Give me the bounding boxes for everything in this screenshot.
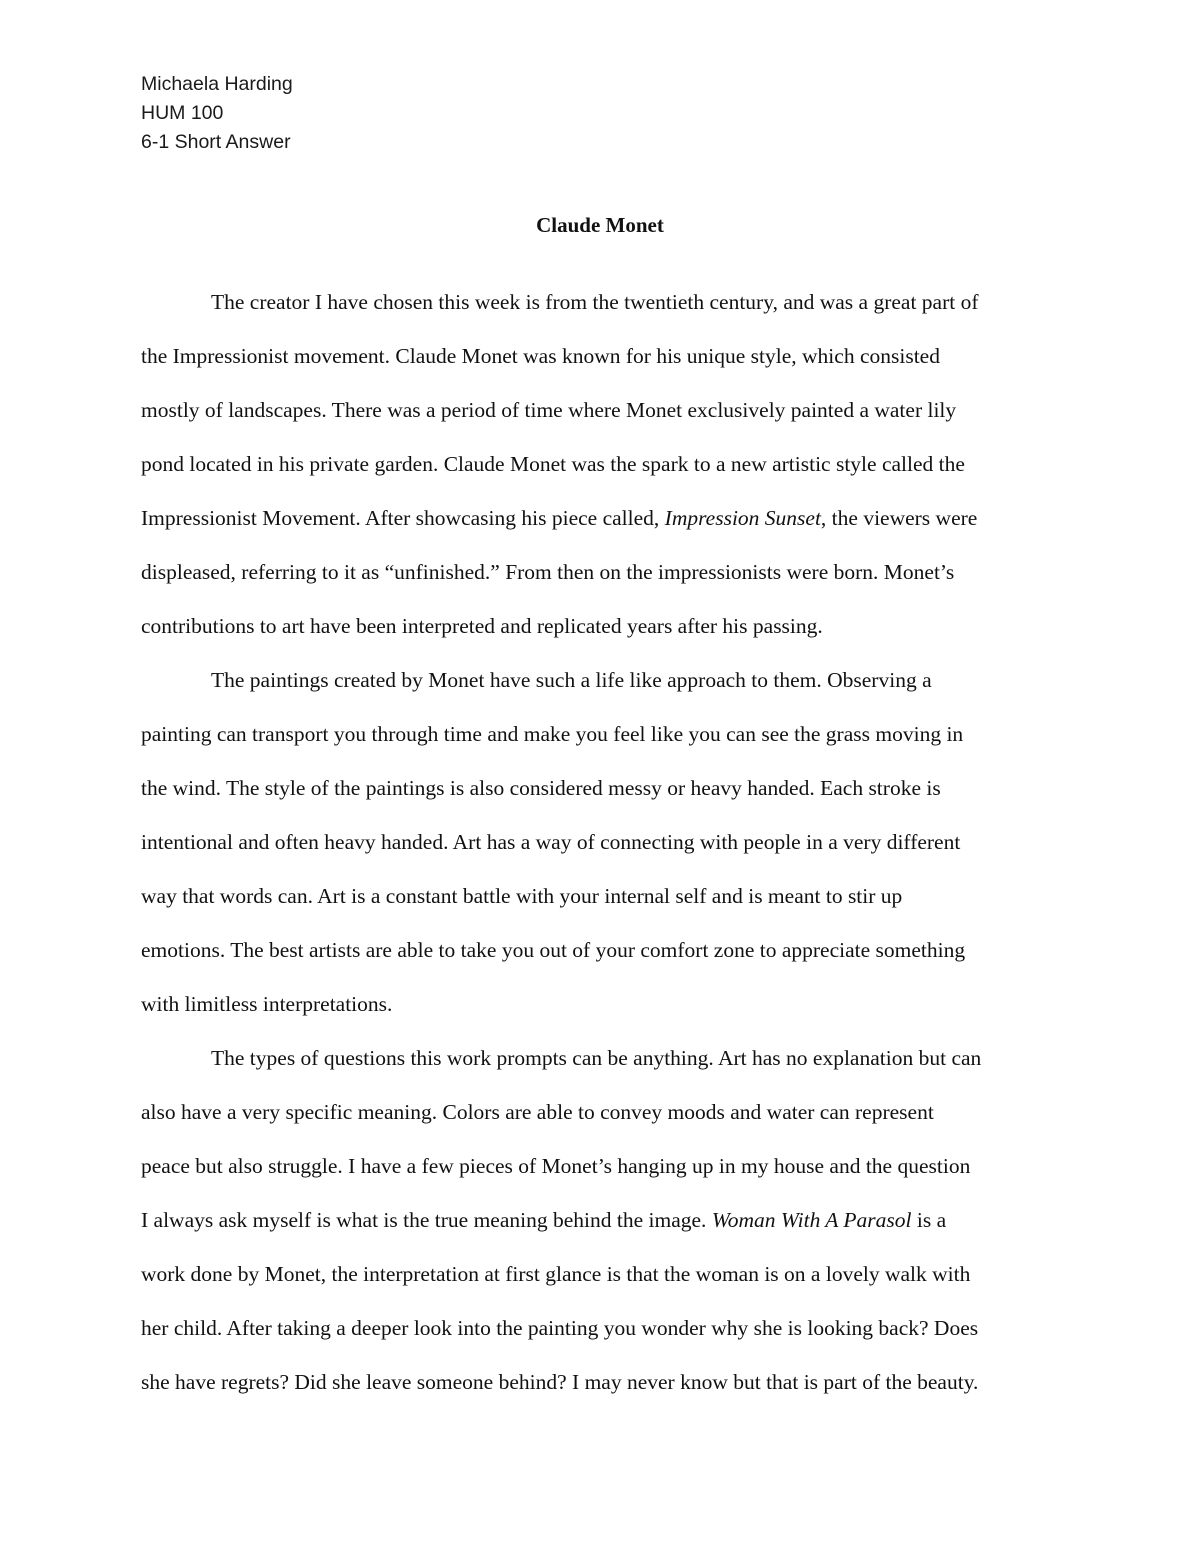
header-block: [141, 70, 293, 157]
paragraph-line: intentional and often heavy handed. Art has a way of connecting with people in a very different: [141, 830, 961, 854]
paragraph-line: pond located in his private garden. Claude Monet was the spark to a new artistic style called the: [141, 452, 965, 476]
paragraph-line: the Impressionist movement. Claude Monet was known for his unique style, which consisted: [141, 344, 940, 368]
paragraph-line: contributions to art have been interpreted and replicated years after his passing.: [141, 614, 823, 638]
paragraph-line: mostly of landscapes. There was a period of time where Monet exclusively painted a water lily: [141, 398, 957, 422]
paragraph-line: The creator I have chosen this week is from the twentieth century, and was a great part of: [211, 290, 979, 314]
paragraph-line: emotions. The best artists are able to take you out of your comfort zone to appreciate something: [141, 938, 966, 962]
paragraph-line: displeased, referring to it as “unfinished.” From then on the impressionists were born. Monet’s: [141, 560, 955, 584]
line-text: I always ask myself is what is the true meaning behind the image.: [141, 1208, 712, 1232]
paragraph-1: [141, 275, 1076, 653]
artwork-title-impression-sunset: Impression Sunset: [664, 506, 821, 530]
paragraph-line: the wind. The style of the paintings is also considered messy or heavy handed. Each stroke is: [141, 776, 941, 800]
paragraph-line: way that words can. Art is a constant battle with your internal self and is meant to stir up: [141, 884, 903, 908]
document-title: Claude Monet: [536, 213, 664, 237]
assignment-name: 6-1 Short Answer: [141, 131, 291, 153]
line-text: is a: [911, 1208, 947, 1232]
line-text: , the viewers were: [820, 506, 978, 530]
document-body: [141, 275, 1076, 1409]
paragraph-line: [141, 491, 1076, 545]
paragraph-line: with limitless interpretations.: [141, 992, 393, 1016]
artwork-title-woman-with-a-parasol: Woman With A Parasol: [711, 1208, 912, 1232]
course-code: HUM 100: [141, 102, 224, 124]
paragraph-line: The paintings created by Monet have such a life like approach to them. Observing a: [211, 668, 932, 692]
paragraph-2: [141, 653, 1076, 1031]
paragraph-line: [141, 1193, 1076, 1247]
paragraph-line: work done by Monet, the interpretation at first glance is that the woman is on a lovely walk with: [141, 1262, 971, 1286]
paragraph-3: [141, 1031, 1076, 1409]
line-text: Impressionist Movement. After showcasing his piece called,: [141, 506, 665, 530]
paragraph-line: her child. After taking a deeper look into the painting you wonder why she is looking back? Does: [141, 1316, 979, 1340]
author-name: Michaela Harding: [141, 73, 293, 95]
paragraph-line: The types of questions this work prompts can be anything. Art has no explanation but can: [211, 1046, 982, 1070]
paragraph-line: peace but also struggle. I have a few pieces of Monet’s hanging up in my house and the question: [141, 1154, 971, 1178]
paragraph-line: also have a very specific meaning. Colors are able to convey moods and water can represent: [141, 1100, 934, 1124]
paragraph-line: she have regrets? Did she leave someone behind? I may never know but that is part of the beauty.: [141, 1370, 979, 1394]
paragraph-line: painting can transport you through time and make you feel like you can see the grass moving in: [141, 722, 964, 746]
